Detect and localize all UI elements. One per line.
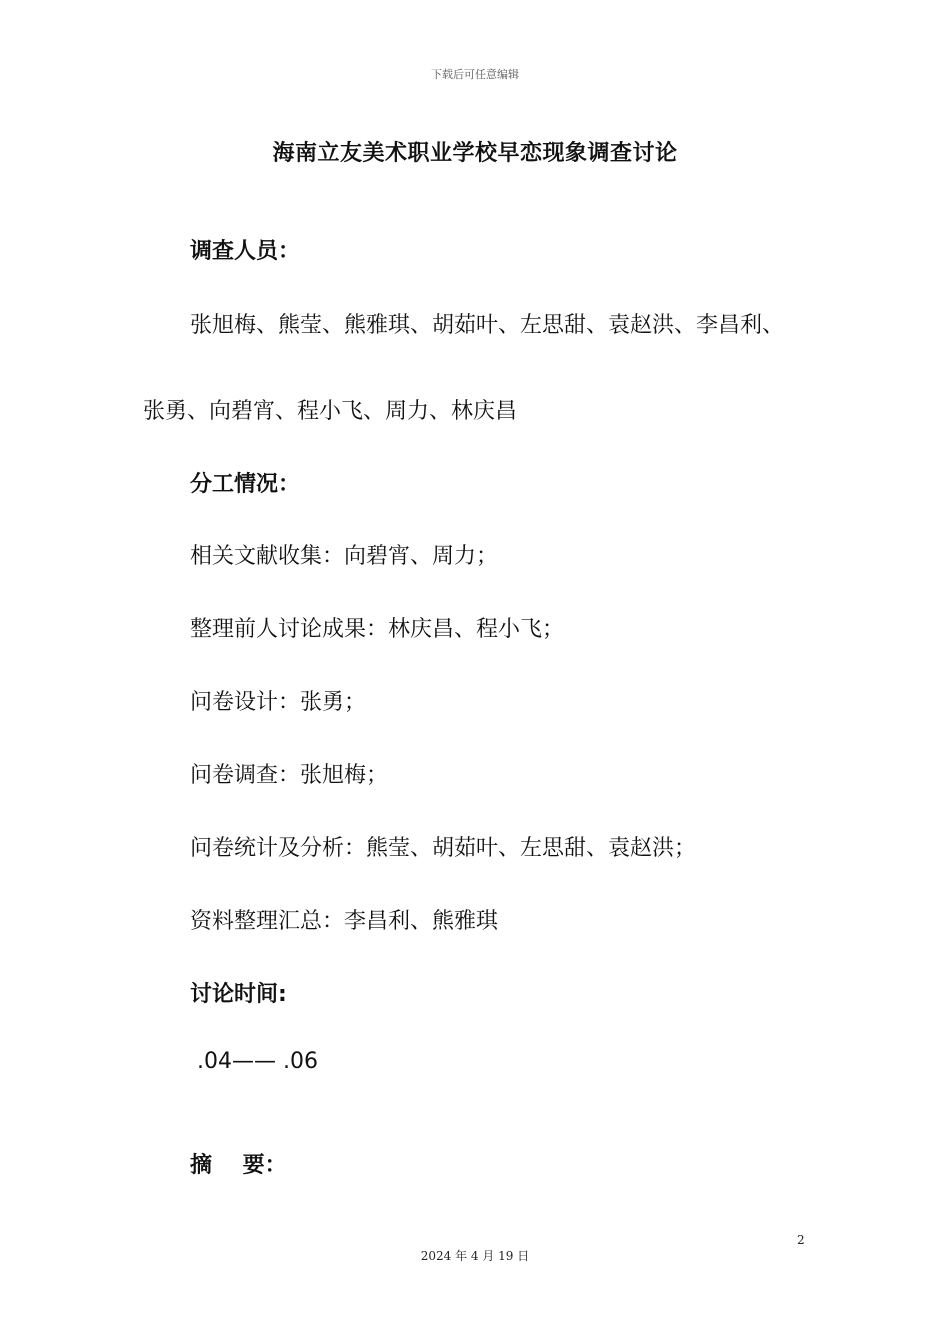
page-footer-date: 2024 年 4 月 19 日 [420, 1249, 530, 1263]
abstract-heading: 摘 要： [190, 1153, 287, 1178]
document-title: 海南立友美术职业学校早恋现象调查讨论 [272, 141, 678, 166]
time-heading: 讨论时间: [190, 982, 287, 1007]
division-item: 问卷调查：张旭梅； [190, 763, 389, 788]
page-number: 2 [797, 1233, 805, 1247]
division-item: 问卷设计：张勇； [190, 690, 367, 715]
investigators-line-2: 张勇、向碧宵、程小飞、周力、林庆昌 [143, 399, 518, 424]
page-header: 下载后可任意编辑 [431, 68, 519, 81]
investigators-line-1: 张旭梅、熊莹、熊雅琪、胡茹叶、左思甜、袁赵洪、李昌利、 [190, 313, 785, 338]
division-item: 整理前人讨论成果：林庆昌、程小飞； [190, 617, 565, 642]
division-item: 相关文献收集：向碧宵、周力； [190, 544, 499, 569]
division-item: 资料整理汇总：李昌利、熊雅琪 [190, 909, 499, 934]
investigators-heading: 调查人员： [190, 239, 301, 264]
division-heading: 分工情况： [190, 472, 301, 497]
time-value: .04—— .06 [190, 1049, 318, 1074]
division-item: 问卷统计及分析：熊莹、胡茹叶、左思甜、袁赵洪； [190, 836, 697, 861]
